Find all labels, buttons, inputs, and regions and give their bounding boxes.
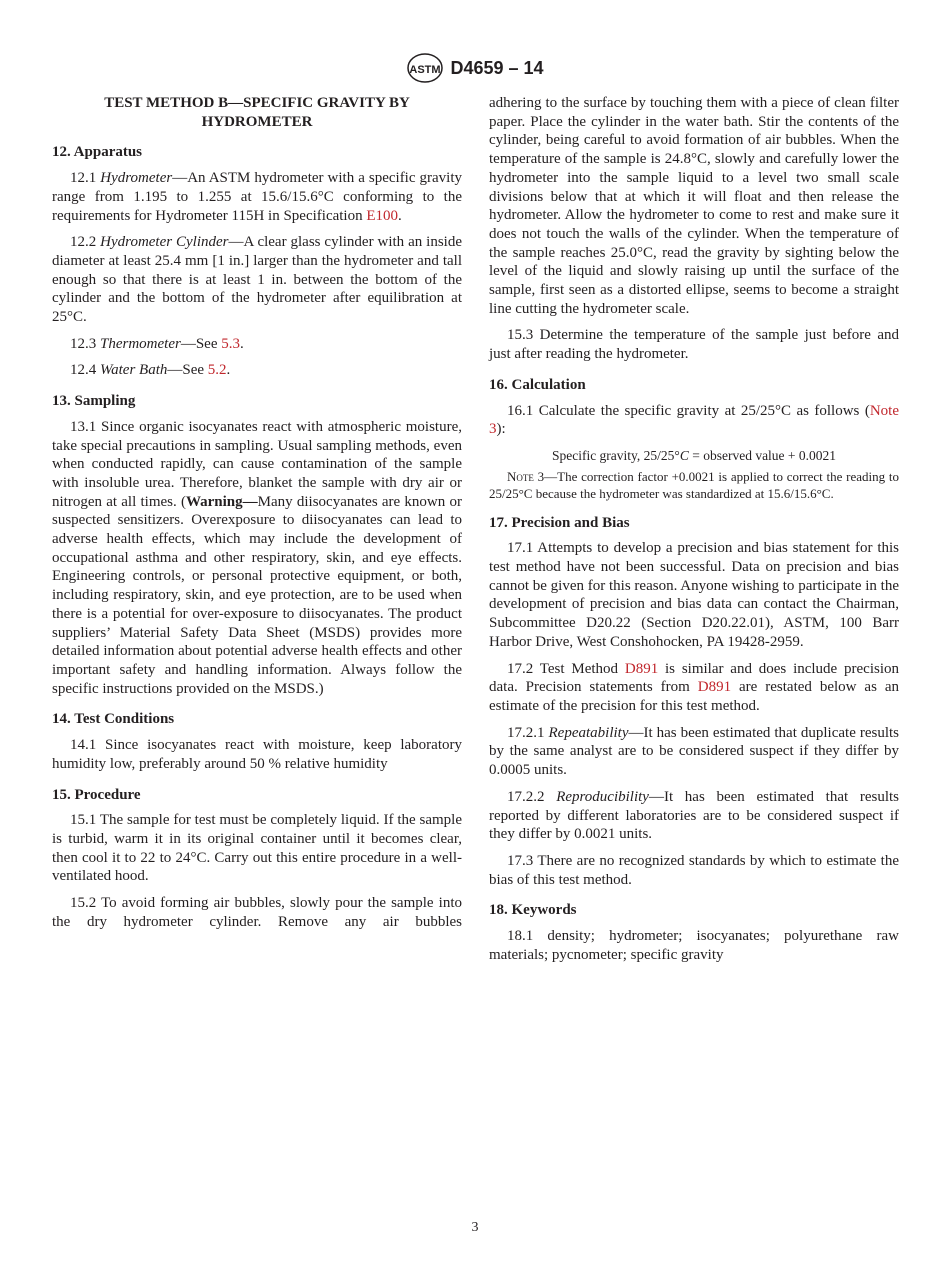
text-span: 17.2.1	[507, 724, 549, 741]
text-span: is similar and does include precision data. Precision statements from	[489, 660, 900, 696]
text-span: 13. Sampling	[52, 393, 136, 410]
reference-link[interactable]: Note 3	[489, 402, 899, 438]
text-span: .	[398, 207, 402, 224]
section-heading	[52, 143, 462, 162]
paragraph	[52, 418, 462, 699]
paragraph	[52, 894, 462, 931]
paragraph	[489, 724, 899, 780]
text-span: 15.1 The sample for test must be completely liquid. If the sample is turbid, warm it in its original container until it becomes clear, then cool it to 22 to 24°C. Carry out this entire procedure in a well-ventilated hood.	[52, 812, 462, 885]
paragraph	[52, 361, 462, 380]
text-span: are restated below as an estimate of the precision for this test method.	[489, 679, 899, 714]
text-span: 17.3 There are no recognized standards by which to estimate the bias of this test method.	[489, 852, 899, 888]
text-span: 12.4	[70, 362, 100, 379]
text-span: Water Bath	[100, 362, 168, 379]
section-title	[52, 94, 462, 131]
text-span: Reproducibility	[556, 788, 649, 805]
paragraph	[52, 736, 462, 773]
reference-link[interactable]: 5.3	[221, 335, 240, 352]
text-span: —It has been estimated that results reported by different laboratories are to be considered suspect if they differ by 0.0021 units.	[489, 788, 899, 843]
section-heading	[52, 786, 462, 805]
text-span: 14. Test Conditions	[52, 711, 175, 728]
text-span: ):	[496, 421, 506, 438]
text-span: —See	[180, 335, 222, 352]
paragraph	[489, 852, 899, 889]
section-heading	[489, 901, 899, 920]
paragraph	[489, 326, 899, 363]
paragraph	[489, 539, 899, 651]
text-span: 13.1 Since organic isocyanates react with atmospheric moisture, take special precautions in sampling. Usual sampling methods, even when conducted rapidly, can cause contamination of the sample with insoluble urea. Therefore, blanket the sample with dry air or nitrogen at all times. (	[52, 418, 462, 510]
text-span: 18.1 density; hydrometer; isocyanates; polyurethane raw materials; pycnometer; specific gravity	[489, 928, 899, 963]
text-span: 12. Apparatus	[52, 144, 143, 161]
text-span: 16. Calculation	[489, 376, 586, 393]
section-heading	[52, 392, 462, 411]
text-span: 12.1	[70, 170, 101, 187]
text-span: Repeatability	[548, 724, 629, 741]
text-span: —An ASTM hydrometer with a specific gravity range from 1.195 to 1.255 at 15.6/15.6°C conforming to the requirements for Hydrometer 115H in Specification	[52, 170, 463, 224]
text-span: 15.3 Determine the temperature of the sample just before and just after reading the hydrometer.	[489, 327, 899, 363]
paragraph	[489, 927, 899, 964]
paragraph	[489, 402, 899, 439]
text-span: 15. Procedure	[52, 786, 141, 803]
svg-text:ASTM: ASTM	[409, 64, 442, 76]
text-span: 17.2 Test Method	[507, 660, 625, 677]
text-span: —It has been estimated that duplicate results by the same analyst are to be considered suspect if they differ by 0.0005 units.	[489, 724, 900, 779]
text-span: .	[226, 362, 231, 379]
text-span: Note	[507, 468, 534, 484]
text-span: —A clear glass cylinder with an inside diameter at least 25.4 mm [1 in.] larger than the hydrometer and tall enough so that there is at least 1 in. between the bottom of the cylinder and the bottom of the hydrometer after equilibration at 25°C.	[52, 234, 462, 326]
text-span: 3—The correction factor +0.0021 is applied to correct the reading to 25/25°C because the hydrometer was standardized at 15.6/15.6°C.	[489, 468, 899, 501]
text-span: 12.3	[70, 335, 100, 352]
section-heading	[489, 514, 899, 533]
right-column	[489, 94, 899, 972]
paragraph	[489, 788, 899, 844]
reference-link[interactable]: D891	[624, 660, 659, 677]
document-designation: D4659 – 14	[450, 57, 544, 78]
text-span: TEST METHOD B—SPECIFIC GRAVITY BY HYDROMETER	[104, 95, 410, 130]
reference-link[interactable]: E100	[366, 207, 399, 224]
text-span: 18. Keywords	[489, 902, 577, 919]
text-span: adhering to the surface by touching them with a piece of clean filter paper. Place the cylinder in the water bath. Stir the contents of the cylinder, being careful to avoid formation of air bubbles. When the temperature of the sample is 24.8°C, slowly and carefully lower the hydrometer into the sample liquid to a level two small scale divisions below that at which it will float and then release the hydrometer. Allow the hydrometer to come to rest and make sure it does not touch the walls of the cylinder. When the temperature of the sample reaches 25.0°C, read the gravity by sighting below the level of the liquid and slowly raising up until the surface of the sample, first seen as a distorted ellipse, seems to become a straight line cutting the hydrometer scale.	[489, 95, 899, 317]
paragraph	[52, 811, 462, 886]
paragraph	[52, 233, 462, 327]
paragraph	[489, 660, 899, 716]
paragraph	[52, 169, 462, 225]
equation	[489, 447, 899, 466]
page-number: 3	[471, 1220, 479, 1235]
text-span: 17. Precision and Bias	[489, 514, 630, 531]
text-span: .	[240, 335, 244, 352]
paragraph	[489, 94, 899, 318]
reference-link[interactable]: 5.2	[207, 362, 227, 379]
reference-link[interactable]: D891	[697, 679, 732, 696]
text-span: 16.1 Calculate the specific gravity at 25/25°C as follows (	[507, 402, 870, 419]
text-span: Warning—	[185, 493, 258, 510]
text-span: Hydrometer	[100, 170, 173, 187]
text-span: 14.1 Since isocyanates react with moisture, keep laboratory humidity low, preferably around 50 % relative humidity	[52, 737, 462, 772]
section-heading	[52, 710, 462, 729]
text-span: C	[679, 447, 689, 463]
text-span: Many diisocyanates are known or suspected sensitizers. Overexposure to diisocyanates can lead to adverse health effects, which may include the development of occupational asthma and other respiratory, skin, and eye effects. Engineering controls, or personal protective equipment, or both, including respiratory, skin, and eye protection, are to be used when there is a potential for over-exposure to diisocyanates. The product suppliers’ Material Safety Data Sheet (MSDS) provides more detailed information about potential adverse health effects and other important safety and handling information. Always follow the specific instructions provided on the MSDS.)	[52, 493, 462, 697]
text-span: 17.2.2	[507, 788, 557, 805]
left-column	[52, 94, 462, 939]
text-span: = observed value + 0.0021	[688, 447, 837, 463]
note	[489, 468, 899, 502]
text-span: —See	[167, 362, 208, 379]
text-span: Specific gravity, 25/25°	[551, 447, 680, 463]
text-span: Thermometer	[100, 335, 181, 352]
text-span: 12.2	[70, 234, 101, 251]
paragraph	[52, 335, 462, 354]
astm-logo-icon	[406, 52, 444, 84]
section-heading	[489, 376, 899, 395]
page-header	[0, 52, 950, 84]
text-span: Hydrometer Cylinder	[100, 234, 229, 251]
text-span: 15.2 To avoid forming air bubbles, slowly pour the sample into the dry hydrometer cylinder. Remove any air bubbles	[52, 895, 462, 930]
text-span: 17.1 Attempts to develop a precision and bias statement for this test method have not been successful. Data on precision and bias cannot be given for this reason. Anyone wishing to participate in the development of precision and bias data can contact the Chairman, Subcommittee D20.22 (Section D20.22.01), ASTM, 100 Barr Harbor Drive, West Conshohocken, PA 19428-2959.	[489, 540, 899, 650]
